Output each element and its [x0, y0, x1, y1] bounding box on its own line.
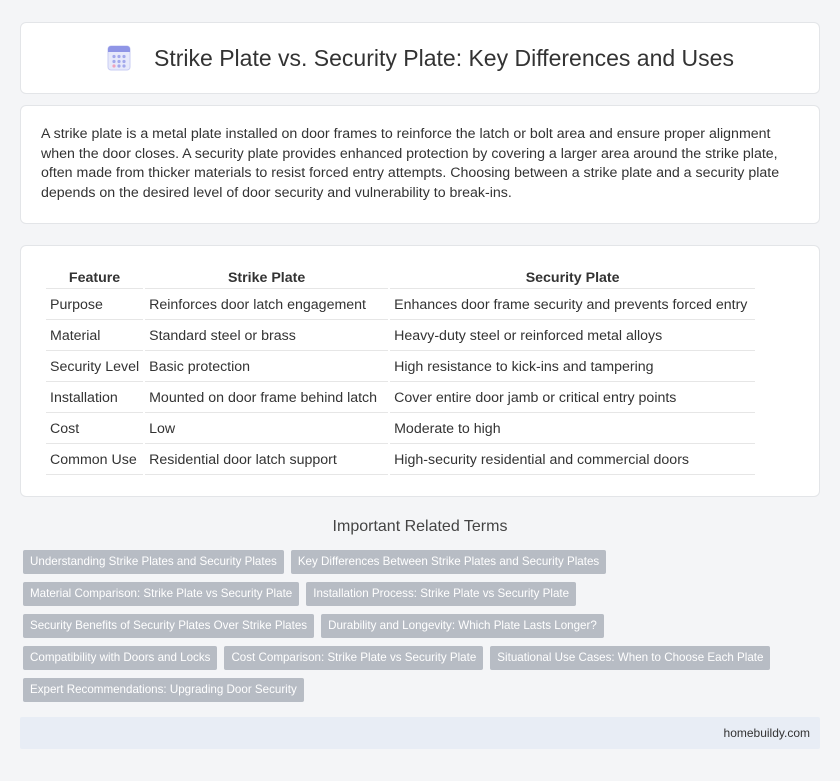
header-feature: Feature: [46, 268, 143, 289]
table-cell: Mounted on door frame behind latch: [145, 384, 388, 413]
table-cell: Cost: [46, 415, 143, 444]
table-cell: Enhances door frame security and prevents forced entry: [390, 291, 755, 320]
table-cell: Low: [145, 415, 388, 444]
table-row: [46, 384, 755, 413]
table-row: [46, 446, 755, 475]
comparison-table: [44, 266, 757, 477]
table-cell: Standard steel or brass: [145, 322, 388, 351]
table-cell: High-security residential and commercial doors: [390, 446, 755, 475]
table-cell: Security Level: [46, 353, 143, 382]
related-terms-heading: Important Related Terms: [332, 518, 508, 535]
table-cell: Residential door latch support: [145, 446, 388, 475]
related-term-tag[interactable]: Security Benefits of Security Plates Over Strike Plates: [23, 614, 314, 638]
related-term-tag[interactable]: Situational Use Cases: When to Choose Each Plate: [490, 646, 770, 670]
header-strike-plate: Strike Plate: [145, 268, 388, 289]
table-row: [46, 291, 755, 320]
related-term-tag[interactable]: Expert Recommendations: Upgrading Door Security: [23, 678, 304, 702]
footer-site-link[interactable]: homebuildy.com: [723, 726, 810, 740]
table-cell: Common Use: [46, 446, 143, 475]
intro-text: A strike plate is a metal plate installed on door frames to reinforce the latch or bolt area and ensure proper alignment when the door closes. A security plate provides enhanced protection by covering a larger area around the strike plate, often made from thicker materials to resist forced entry attempts. Choosing between a strike plate and a security plate depends on the desired level of door security and vulnerability to break-ins.: [41, 126, 780, 201]
title-card: [20, 22, 820, 94]
table-cell: Reinforces door latch engagement: [145, 291, 388, 320]
related-term-tag[interactable]: Understanding Strike Plates and Security Plates: [23, 550, 284, 574]
comparison-card: [20, 245, 820, 497]
related-term-tag[interactable]: Installation Process: Strike Plate vs Security Plate: [306, 582, 576, 606]
footer: [20, 717, 820, 749]
intro-card: [20, 105, 820, 224]
related-term-tag[interactable]: Key Differences Between Strike Plates and Security Plates: [291, 550, 606, 574]
table-cell: Heavy-duty steel or reinforced metal alloys: [390, 322, 755, 351]
related-terms-list: [23, 550, 803, 710]
table-cell: Installation: [46, 384, 143, 413]
table-row: [46, 322, 755, 351]
table-cell: Material: [46, 322, 143, 351]
header-security-plate: Security Plate: [390, 268, 755, 289]
table-row: [46, 415, 755, 444]
page-title: Strike Plate vs. Security Plate: Key Differences and Uses: [154, 44, 734, 71]
table-cell: High resistance to kick-ins and tampering: [390, 353, 755, 382]
related-term-tag[interactable]: Durability and Longevity: Which Plate Lasts Longer?: [321, 614, 604, 638]
related-term-tag[interactable]: Compatibility with Doors and Locks: [23, 646, 217, 670]
related-term-tag[interactable]: Material Comparison: Strike Plate vs Security Plate: [23, 582, 299, 606]
table-cell: Basic protection: [145, 353, 388, 382]
table-cell: Purpose: [46, 291, 143, 320]
table-cell: Cover entire door jamb or critical entry points: [390, 384, 755, 413]
table-cell: Moderate to high: [390, 415, 755, 444]
table-header-row: [46, 268, 755, 289]
related-term-tag[interactable]: Cost Comparison: Strike Plate vs Security Plate: [224, 646, 483, 670]
document-icon: [106, 44, 132, 72]
table-row: [46, 353, 755, 382]
